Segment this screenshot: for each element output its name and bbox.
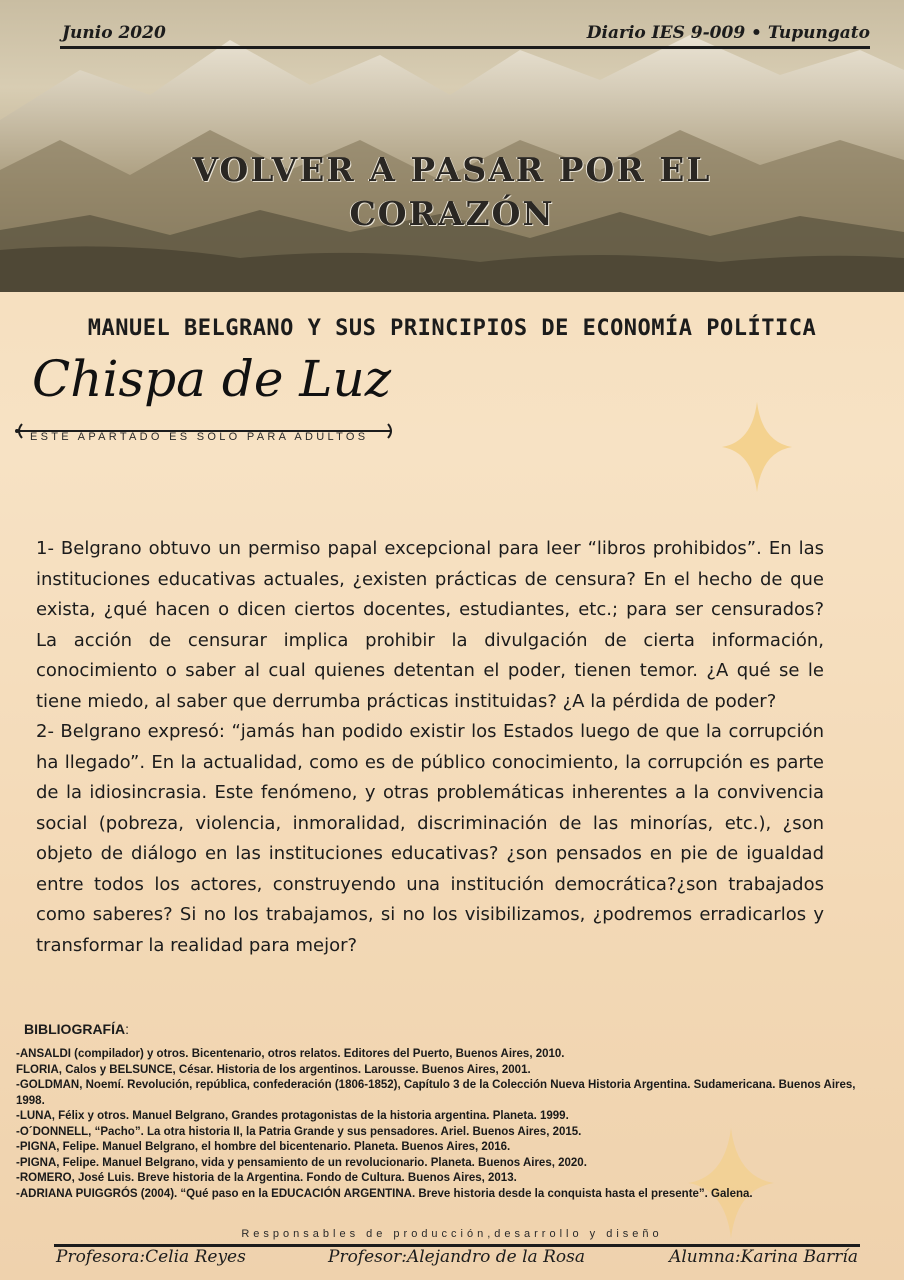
section-name: Chispa de Luz xyxy=(32,350,392,408)
bibliography-entry: -ROMERO, José Luis. Breve historia de la Argentina. Fondo de Cultura. Buenos Aires, 2013. xyxy=(16,1172,517,1184)
bibliography-entry: -ADRIANA PUIGGRÓS (2004). “Qué paso en la EDUCACIÓN ARGENTINA. Breve historia desde la conquista hasta el presente”. Galena. xyxy=(16,1187,753,1200)
bibliography-list xyxy=(16,1047,884,1202)
credit-profesora: Profesora:Celia Reyes xyxy=(56,1247,246,1267)
masthead-row xyxy=(60,22,870,49)
bibliography-entry: FLORIA, Calos y BELSUNCE, César. Historia de los argentinos. Larousse. Buenos Aires, 2001. xyxy=(16,1063,531,1076)
bibliography-entry: -GOLDMAN, Noemí. Revolución, república, confederación (1806-1852), Capítulo 3 de la Colección Nueva Historia Argentina. Sudamericana. Buenos Aires, 1998. xyxy=(16,1079,856,1107)
main-title xyxy=(30,148,874,236)
section-tagline: ESTE APARTADO ES SÓLO PARA ADULTOS xyxy=(30,431,369,443)
bibliography-entry: -O´DONNELL, “Pacho”. La otra historia II, la Patria Grande y sus pensadores. Ariel. Buenos Aires, 2015. xyxy=(16,1125,582,1138)
credit-alumna: Alumna:Karina Barría xyxy=(669,1247,858,1267)
question-2-paragraph: 2- Belgrano expresó: “jamás han podido existir los Estados luego de que la corrupción ha llegado”. En la actualidad, como es de público conocimiento, la corrupción es parte de la idiosincrasia. Este fenómeno, y otras problemáticas inherentes a la convivencia social (pobreza, violencia, inmoralidad, discriminación de las minorías, etc.), ¿son objeto de diálogo en las instituciones educativas? ¿son pensados en pie de igualdad entre todos los actores, construyendo una institución democrática?¿son trabajados como saberes? Si no los trabajamos, si no los visibilizamos, ¿podremos erradicarlos y transformar la realidad para mejor? xyxy=(36,721,824,956)
bibliography-entry: -PIGNA, Felipe. Manuel Belgrano, vida y pensamiento de un revolucionario. Planeta. Buenos Aires, 2020. xyxy=(16,1156,587,1169)
main-title-line-1: VOLVER A PASAR POR EL xyxy=(192,150,712,189)
bibliography-colon: : xyxy=(125,1021,129,1037)
publication-name: Diario IES 9-009 • Tupungato xyxy=(586,23,870,43)
article-subtitle: MANUEL BELGRANO Y SUS PRINCIPIOS DE ECONOMÍA POLÍTICA xyxy=(87,316,817,341)
article-body xyxy=(36,534,824,961)
sparkle-star-icon xyxy=(722,402,792,492)
question-1-paragraph: 1- Belgrano obtuvo un permiso papal excepcional para leer “libros prohibidos”. En las instituciones educativas actuales, ¿existen prácticas de censura? En el hecho de que exista, ¿qué hacen o dicen ciertos docentes, estudiantes, etc.; para ser censurados? La acción de censurar implica prohibir la divulgación de cierta información, conocimiento o saber al cual quienes detentan el poder, tienen temor. ¿A qué se le tiene miedo, al saber que derrumba prácticas instituidas? ¿A la pérdida de poder? xyxy=(36,538,824,712)
bibliography-entry: -PIGNA, Felipe. Manuel Belgrano, el hombre del bicentenario. Planeta. Buenos Aires, 2016. xyxy=(16,1141,511,1153)
bibliography-heading xyxy=(24,1021,129,1037)
bibliography-entry: -LUNA, Félix y otros. Manuel Belgrano, Grandes protagonistas de la historia argentina. Planeta. 1999. xyxy=(16,1110,569,1122)
credits-names xyxy=(0,1247,904,1277)
bibliography-entry: -ANSALDI (compilador) y otros. Bicentenario, otros relatos. Editores del Puerto, Buenos Aires, 2010. xyxy=(16,1048,565,1060)
credit-profesor: Profesor:Alejandro de la Rosa xyxy=(328,1247,585,1267)
bibliography-title: BIBLIOGRAFÍA xyxy=(24,1021,126,1037)
main-title-line-2: CORAZÓN xyxy=(349,194,555,233)
credits-heading: Responsables de producción,desarrollo y diseño xyxy=(241,1228,663,1240)
issue-date: Junio 2020 xyxy=(62,23,166,43)
